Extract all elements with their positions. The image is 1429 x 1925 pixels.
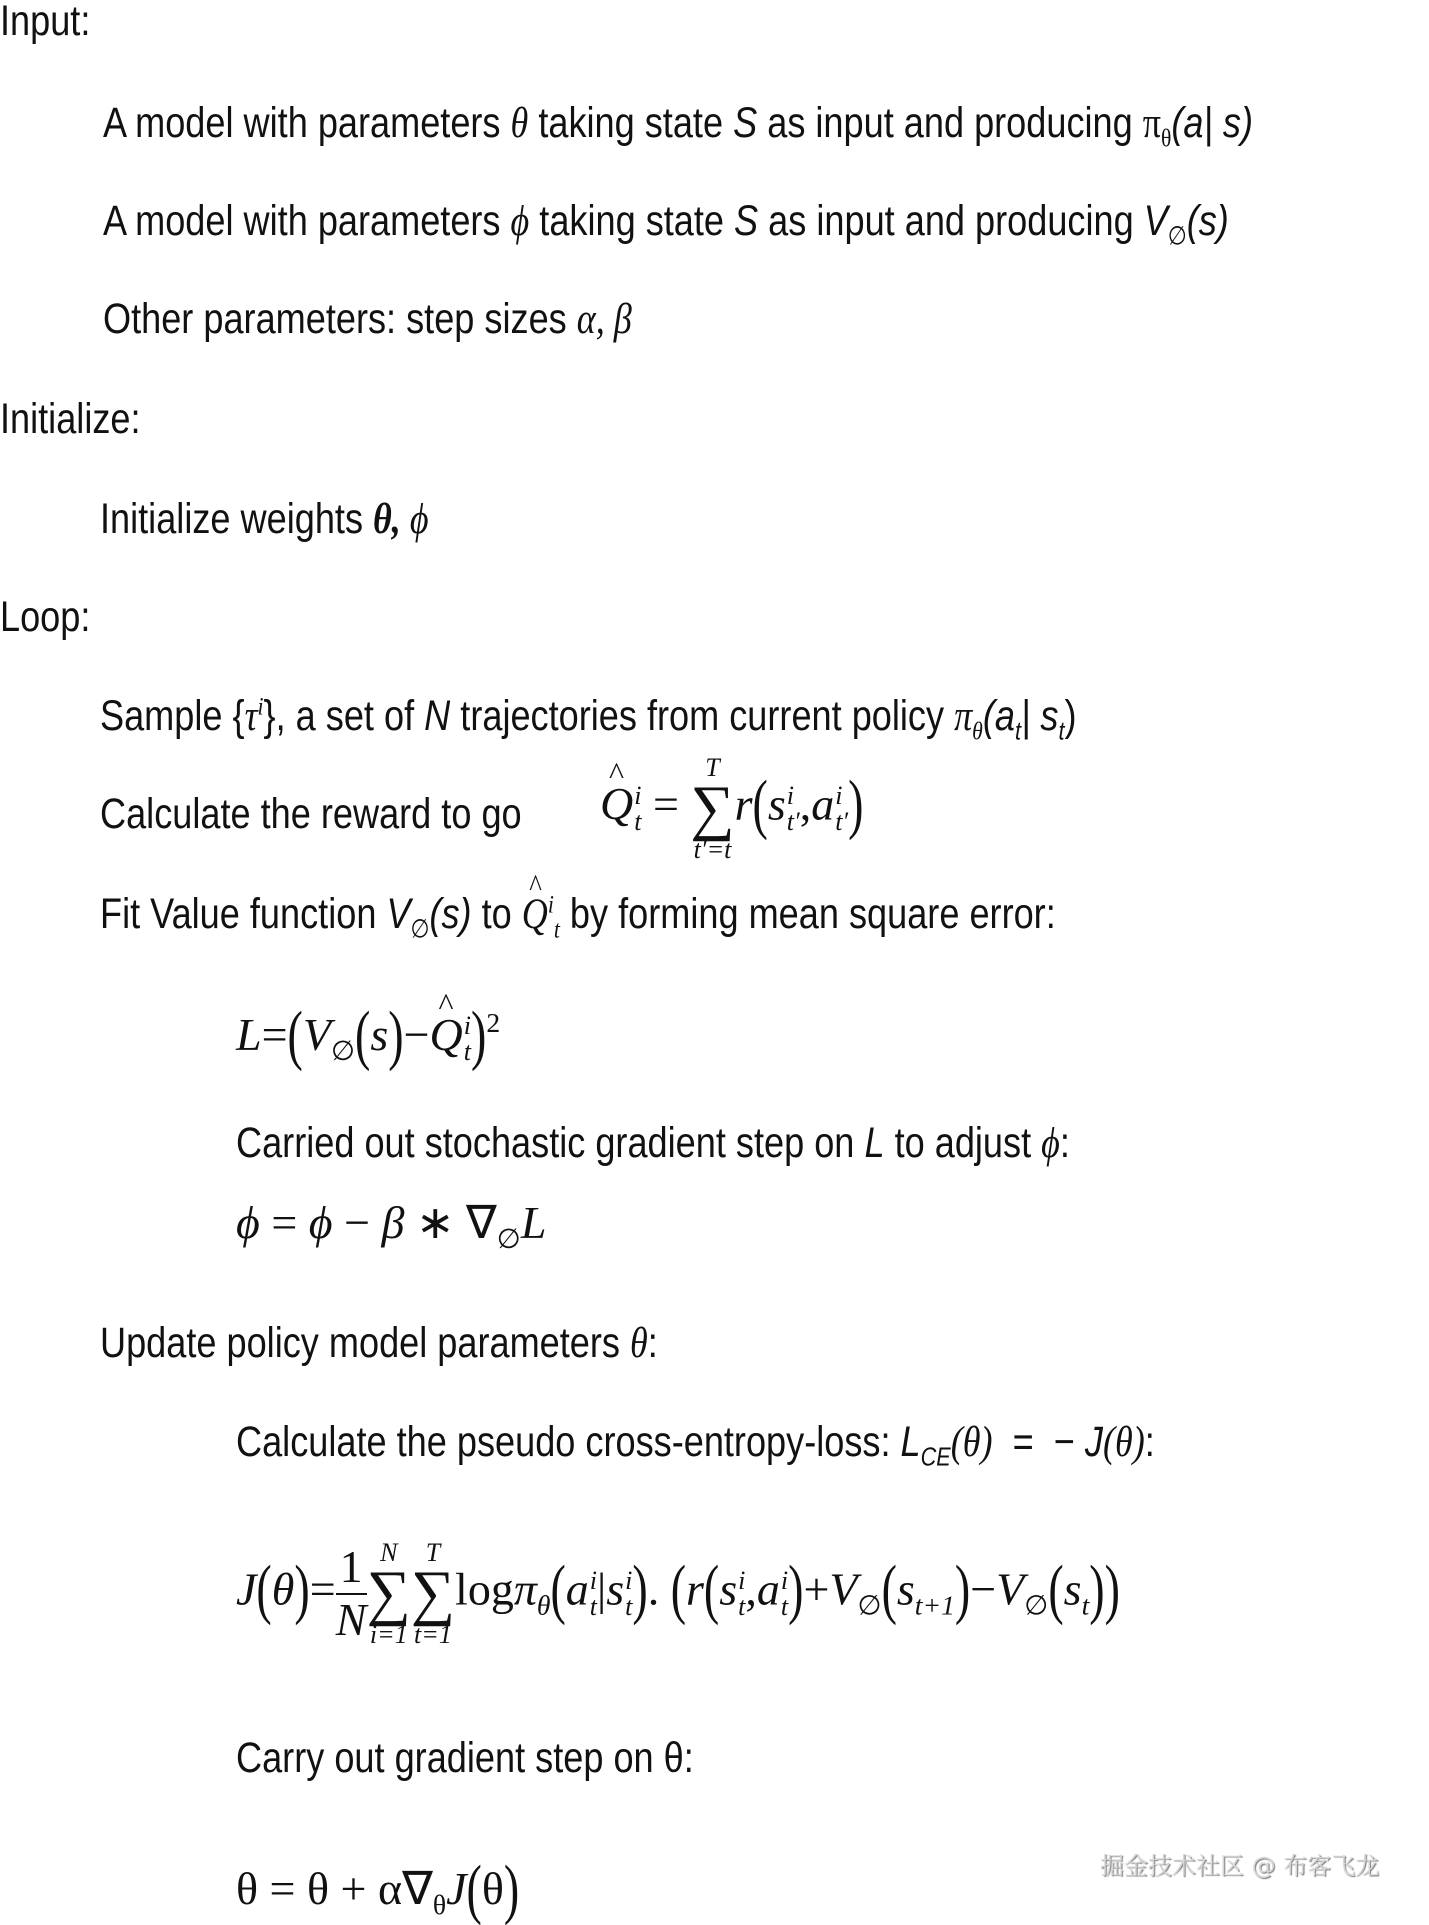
- phi-symbol: ϕ: [510, 198, 530, 245]
- reward-to-go-text: Calculate the reward to go: [100, 790, 522, 838]
- input-policy-model-line: A model with parameters θ taking state S as input and producing $\pi_\theta(a|$ s): [103, 99, 1253, 153]
- cross-entropy-loss-line: Calculate the pseudo cross-entropy-loss: $L_{CE}(\theta)$ = − J(θ):: [236, 1418, 1155, 1472]
- summation-over-time: T ∑ t=1: [410, 1538, 456, 1649]
- gradient-step-text: Carry out gradient step on θ:: [236, 1734, 694, 1782]
- fraction: $\frac{1}{N}$: [335, 1541, 367, 1645]
- theta-update-equation: $\theta = \theta + \alpha\nabla_\theta J(\theta)$: [236, 1851, 520, 1925]
- heading-initialize: Initialize:: [0, 395, 141, 443]
- initialize-weights-line: Initialize weights θ, ϕ: [100, 495, 429, 543]
- theta-symbol: θ: [510, 100, 529, 147]
- summation-symbol: T ∑ t′=t: [690, 753, 735, 864]
- sample-trajectories-line: Sample $\{\tau^i\}$, a set of N trajectories from current policy $\pi_\theta(a_t|$ $s_t$): [100, 691, 1077, 746]
- heading-input: Input:: [0, 0, 91, 45]
- watermark: 掘金技术社区 @ 布客飞龙: [1100, 1852, 1380, 1880]
- alpha-beta-symbols: α, β: [576, 296, 632, 343]
- heading-loop: Loop:: [0, 593, 91, 641]
- phi-update-equation: ϕ = ϕ − β ∗ $\nabla_\emptyset L$: [236, 1197, 547, 1255]
- input-step-sizes-line: Other parameters: step sizes α, β: [103, 295, 632, 343]
- reward-to-go-equation: ^ Q i t = T ∑ t′=t r(s i t′ ,a i t′ ): [600, 755, 863, 863]
- update-policy-heading: Update policy model parameters θ:: [100, 1319, 658, 1367]
- summation-over-trajectories: N ∑ i=1: [366, 1538, 411, 1649]
- fit-value-function-line: Fit Value function $V_\emptyset(s)$ to ^ $Q^i_t$ by forming mean square error:: [100, 893, 1056, 936]
- policy-objective-equation: J(θ)= $\frac{1}{N}$ N ∑ i=1 T ∑ t=1 logπ$_\theta$(a i t |s i t ). (r(s i t ,a i t )$+V_\emptyset(s_{t+1})-V_\emptyset(s_t)$): [236, 1538, 1120, 1649]
- mse-loss-equation: $L=(V_\emptyset(s)-\^{}$ Q i t )$^2$: [236, 1012, 500, 1065]
- pi-symbol: π: [1142, 100, 1161, 147]
- sgd-step-text: Carried out stochastic gradient step on L to adjust ϕ:: [236, 1119, 1070, 1167]
- input-value-model-line: A model with parameters ϕ taking state S as input and producing $V_\emptyset(s)$: [103, 197, 1229, 251]
